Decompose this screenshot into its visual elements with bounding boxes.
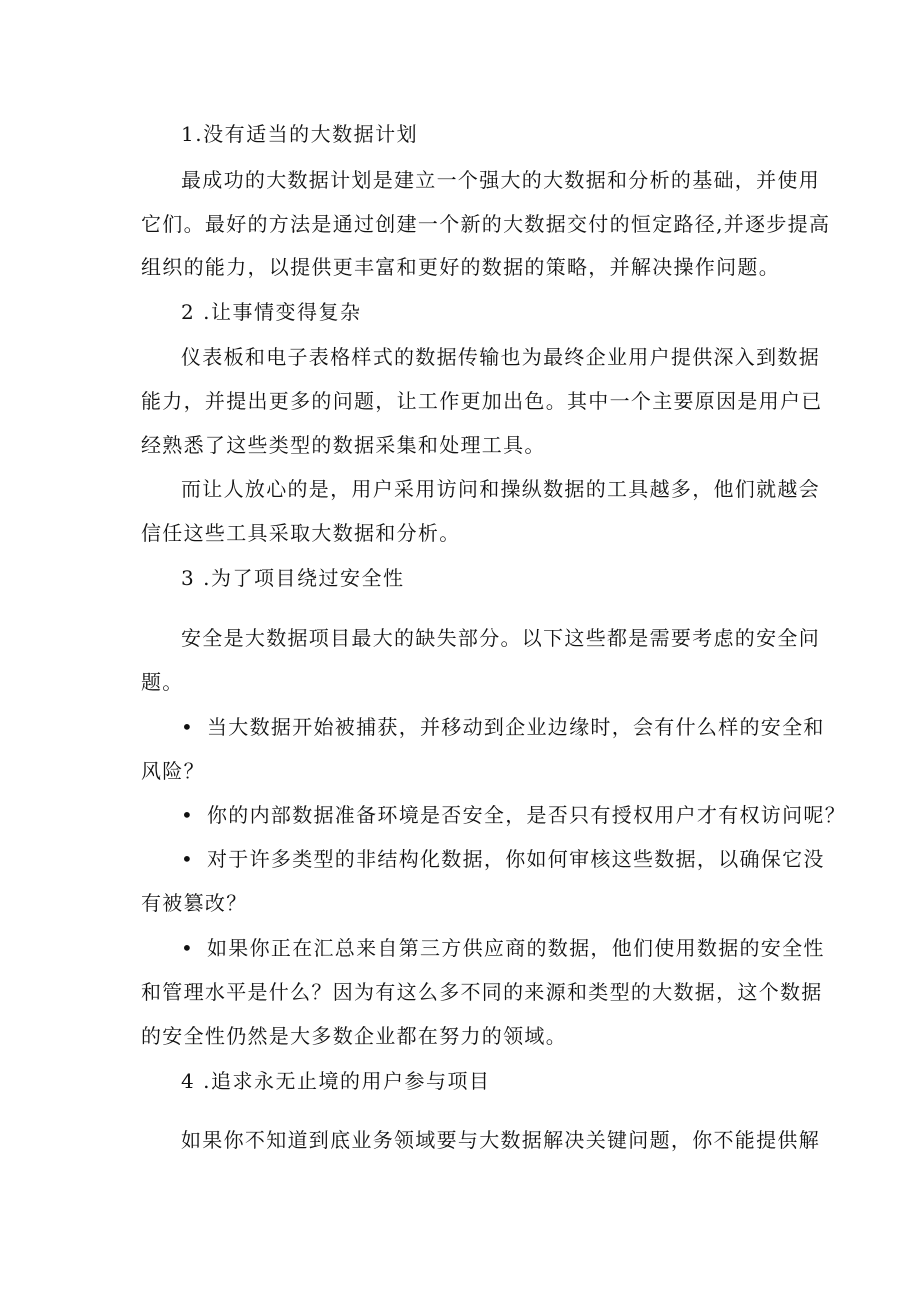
bullet-continuation: 风险？ xyxy=(141,759,205,783)
bullet-marker: • xyxy=(181,803,195,827)
bullet-continuation: 和管理水平是什么？因为有这么多不同的来源和类型的大数据，这个数据 xyxy=(141,980,823,1004)
bullet-marker: • xyxy=(181,936,195,960)
bullet-item xyxy=(181,846,825,872)
bullet-text: 对于许多类型的非结构化数据，你如何审核这些数据，以确保它没 xyxy=(207,847,825,871)
bullet-item xyxy=(181,935,825,961)
paragraph-line: 信任这些工具采取大数据和分析。 xyxy=(141,521,461,545)
bullet-marker: • xyxy=(181,715,195,739)
bullet-item xyxy=(181,714,825,740)
section-1-heading: 1.没有适当的大数据计划 xyxy=(181,122,419,146)
paragraph-line: 能力，并提出更多的问题，让工作更加出色。其中一个主要原因是用户已 xyxy=(141,389,823,413)
bullet-text: 当大数据开始被捕获，并移动到企业边缘时，会有什么样的安全和 xyxy=(207,715,825,739)
bullet-item xyxy=(181,802,846,828)
paragraph-line: 组织的能力，以提供更丰富和更好的数据的策略，并解决操作问题。 xyxy=(141,255,780,279)
paragraph-line: 它们。最好的方法是通过创建一个新的大数据交付的恒定路径,并逐步提高 xyxy=(141,212,831,236)
bullet-text: 如果你正在汇总来自第三方供应商的数据，他们使用数据的安全性 xyxy=(207,936,825,960)
paragraph-line: 如果你不知道到底业务领域要与大数据解决关键问题，你不能提供解 xyxy=(181,1128,820,1152)
section-3-heading: 3 .为了项目绕过安全性 xyxy=(181,566,405,590)
bullet-marker: • xyxy=(181,847,195,871)
paragraph-line: 最成功的大数据计划是建立一个强大的大数据和分析的基础，并使用 xyxy=(181,168,820,192)
paragraph-line: 经熟悉了这些类型的数据采集和处理工具。 xyxy=(141,433,546,457)
bullet-text: 你的内部数据准备环境是否安全，是否只有授权用户才有权访问呢？ xyxy=(207,803,846,827)
bullet-continuation: 的安全性仍然是大多数企业都在努力的领域。 xyxy=(141,1024,567,1048)
paragraph-line: 安全是大数据项目最大的缺失部分。以下这些都是需要考虑的安全问 xyxy=(181,626,820,650)
section-4-heading: 4 .追求永无止境的用户参与项目 xyxy=(181,1069,491,1093)
paragraph-line: 题。 xyxy=(141,670,184,694)
paragraph-line: 而让人放心的是，用户采用访问和操纵数据的工具越多，他们就越会 xyxy=(181,477,820,501)
section-2-heading: 2 .让事情变得复杂 xyxy=(181,300,362,324)
paragraph-line: 仪表板和电子表格样式的数据传输也为最终企业用户提供深入到数据 xyxy=(181,345,820,369)
bullet-continuation: 有被篡改？ xyxy=(141,891,248,915)
